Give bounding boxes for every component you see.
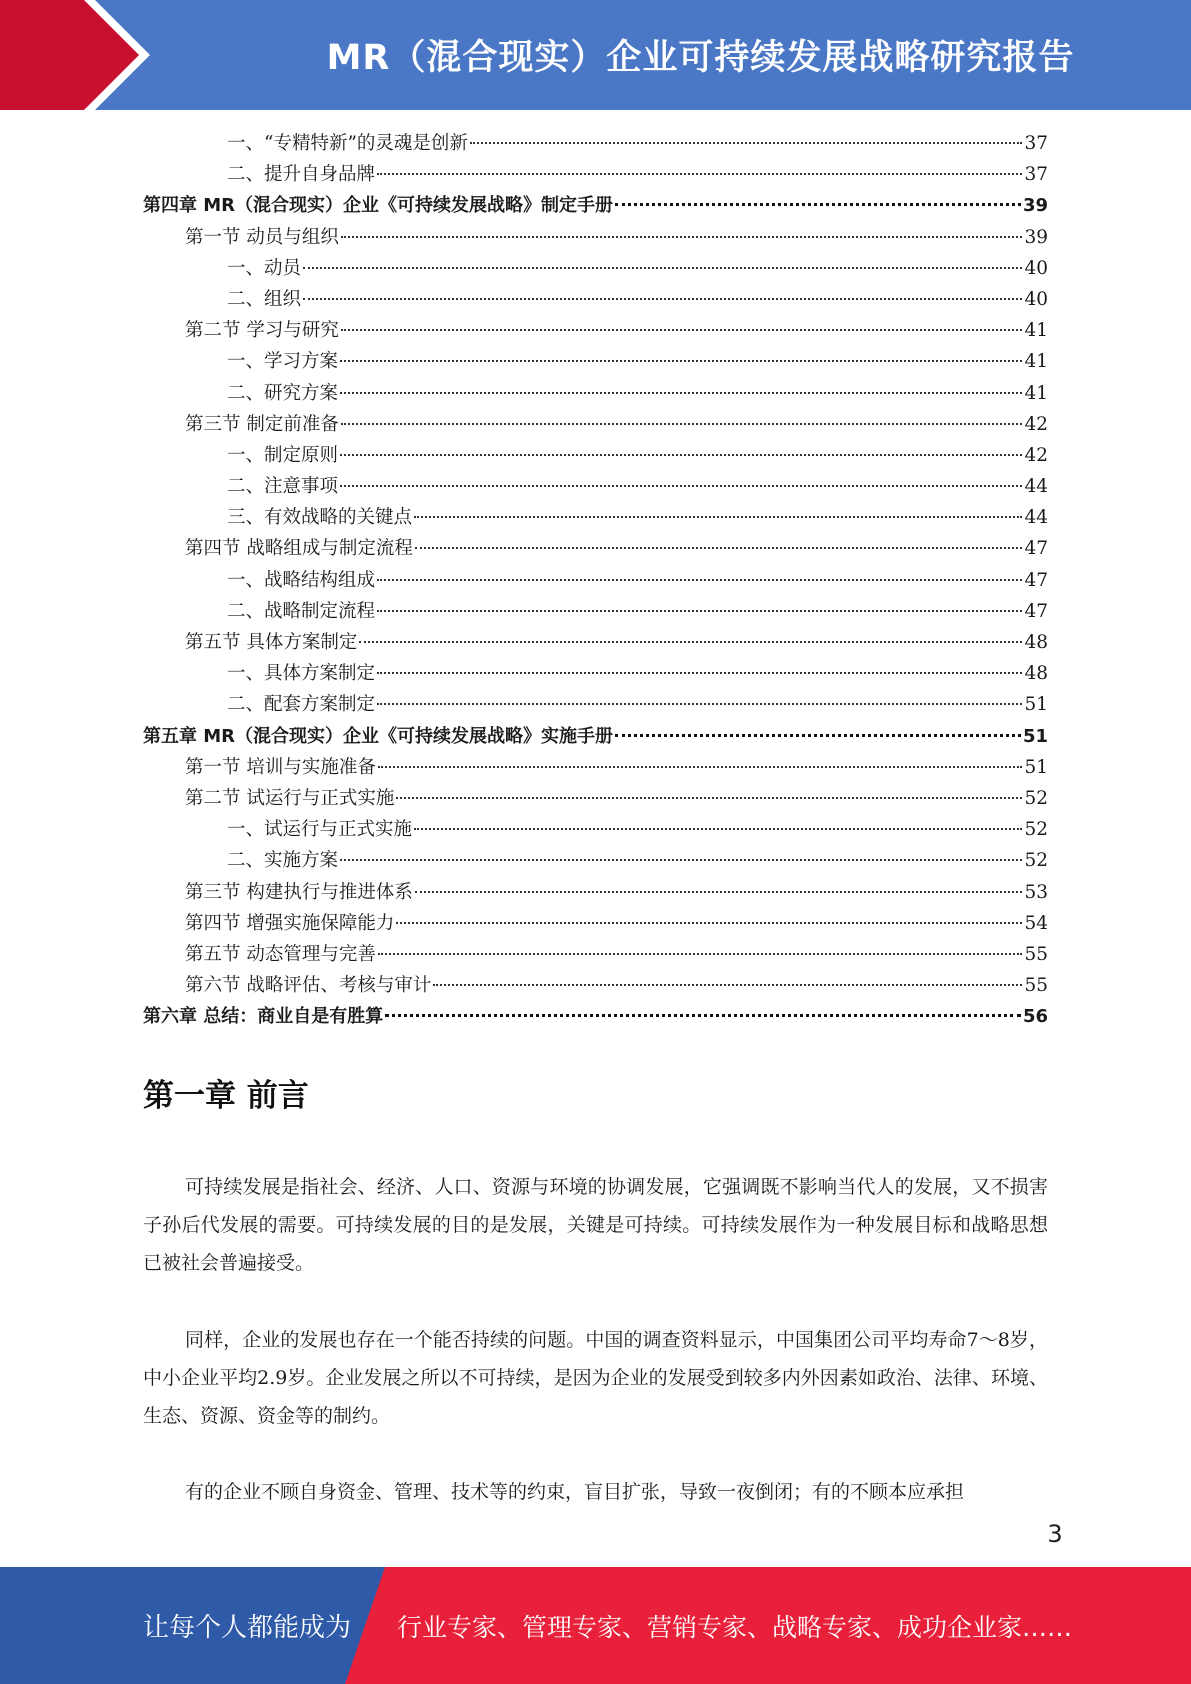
- toc-entry-page: 51: [1024, 756, 1048, 778]
- toc-entry-page: 47: [1024, 569, 1048, 591]
- toc-entry[interactable]: [143, 471, 1048, 502]
- toc-entry[interactable]: [143, 752, 1048, 783]
- toc-entry[interactable]: [143, 159, 1048, 190]
- toc-entry[interactable]: [143, 378, 1048, 409]
- toc-entry[interactable]: [143, 190, 1048, 221]
- toc-entry-page: 37: [1024, 133, 1048, 154]
- toc-entry[interactable]: [143, 409, 1048, 440]
- toc-entry-title: 第二节 试运行与正式实施: [185, 787, 395, 809]
- toc-dot-leader: [415, 890, 1023, 893]
- toc-dot-leader: [341, 235, 1023, 238]
- toc-entry[interactable]: [143, 689, 1048, 720]
- toc-dot-leader: [396, 796, 1022, 799]
- toc-entry-title: 第一节 培训与实施准备: [185, 756, 376, 778]
- toc-entry-title: 第四节 战略组成与制定流程: [185, 538, 413, 560]
- toc-entry-title: 第五章 MR（混合现实）企业《可持续发展战略》实施手册: [143, 725, 614, 747]
- toc-entry-page: 42: [1024, 413, 1048, 435]
- toc-entry-page: 51: [1024, 694, 1048, 716]
- toc-entry-page: 47: [1024, 600, 1048, 622]
- toc-entry[interactable]: [143, 627, 1048, 658]
- toc-entry-page: 44: [1024, 507, 1048, 529]
- toc-entry-title: 二、提升自身品牌: [227, 164, 376, 186]
- toc-entry-page: 52: [1024, 787, 1048, 809]
- toc-dot-leader: [415, 546, 1023, 549]
- footer-slogan-right: 行业专家、管理专家、营销专家、战略专家、成功企业家……: [397, 1612, 1073, 1642]
- toc-entry[interactable]: [143, 596, 1048, 627]
- toc-entry-title: 第五节 动态管理与完善: [185, 943, 376, 965]
- toc-dot-leader: [433, 983, 1022, 986]
- toc-entry[interactable]: [143, 565, 1048, 596]
- toc-entry-page: 41: [1024, 351, 1048, 373]
- toc-entry-title: 二、组织: [227, 288, 302, 310]
- toc-entry-page: 40: [1024, 257, 1048, 279]
- toc-entry-page: 51: [1022, 725, 1048, 747]
- toc-dot-leader: [396, 921, 1022, 924]
- toc-dot-leader: [385, 1013, 1021, 1017]
- toc-entry-page: 41: [1024, 382, 1048, 404]
- toc-entry-page: 53: [1024, 881, 1048, 903]
- toc-dot-leader: [377, 609, 1022, 612]
- toc-entry-page: 56: [1022, 1006, 1048, 1028]
- toc-entry-page: 55: [1024, 943, 1048, 965]
- toc-entry[interactable]: [143, 939, 1048, 970]
- toc-entry-title: 第一节 动员与组织: [185, 226, 339, 248]
- toc-entry[interactable]: [143, 877, 1048, 908]
- toc-entry-title: 二、配套方案制定: [227, 694, 376, 716]
- toc-entry[interactable]: [143, 1001, 1048, 1032]
- toc-entry-page: 40: [1024, 288, 1048, 310]
- toc-entry-title: 第二节 学习与研究: [185, 320, 339, 342]
- toc-dot-leader: [378, 765, 1023, 768]
- toc-entry-title: 第三节 构建执行与推进体系: [185, 881, 413, 903]
- paragraph: 有的企业不顾自身资金、管理、技术等的约束，盲目扩张，导致一夜倒闭；有的不顾本应承担: [185, 1481, 965, 1503]
- toc-entry-title: 二、战略制定流程: [227, 600, 376, 622]
- toc-entry-title: 一、具体方案制定: [227, 663, 376, 685]
- page-number: 3: [1047, 1520, 1063, 1548]
- toc-dot-leader: [340, 484, 1022, 487]
- page-header: [0, 0, 1191, 110]
- toc-dot-leader: [359, 640, 1022, 643]
- toc-dot-leader: [340, 858, 1022, 861]
- toc-entry-page: 47: [1024, 538, 1048, 560]
- toc-dot-leader: [303, 297, 1022, 300]
- toc-entry[interactable]: [143, 970, 1048, 1001]
- toc-dot-leader: [341, 422, 1023, 425]
- table-of-contents: [143, 128, 1048, 1032]
- toc-entry-page: 42: [1024, 444, 1048, 466]
- toc-entry[interactable]: [143, 814, 1048, 845]
- toc-entry[interactable]: [143, 658, 1048, 689]
- chapter-title: 第一章 前言: [143, 1078, 309, 1114]
- toc-dot-leader: [340, 359, 1022, 362]
- toc-entry[interactable]: [143, 533, 1048, 564]
- toc-entry-title: 第三节 制定前准备: [185, 413, 339, 435]
- toc-entry-page: 39: [1022, 195, 1048, 217]
- toc-entry-title: 第四节 增强实施保障能力: [185, 912, 395, 934]
- page-footer: [0, 1567, 1191, 1684]
- toc-entry[interactable]: [143, 783, 1048, 814]
- toc-entry-title: 一、学习方案: [227, 351, 339, 373]
- toc-dot-leader: [377, 578, 1022, 581]
- toc-entry-title: 三、有效战略的关键点: [227, 507, 413, 529]
- footer-slogan-left: 让每个人都能成为: [143, 1613, 352, 1643]
- toc-entry-page: 54: [1024, 912, 1048, 934]
- toc-dot-leader: [341, 328, 1023, 331]
- toc-entry-title: 第四章 MR（混合现实）企业《可持续发展战略》制定手册: [143, 195, 614, 217]
- toc-entry[interactable]: [143, 253, 1048, 284]
- toc-dot-leader: [378, 952, 1023, 955]
- toc-entry[interactable]: [143, 502, 1048, 533]
- toc-dot-leader: [414, 515, 1022, 518]
- toc-dot-leader: [377, 671, 1022, 674]
- toc-dot-leader: [615, 202, 1021, 206]
- toc-entry[interactable]: [143, 908, 1048, 939]
- toc-entry-page: 48: [1024, 632, 1048, 653]
- toc-entry[interactable]: [143, 128, 1048, 159]
- toc-entry-page: 55: [1024, 975, 1048, 997]
- toc-dot-leader: [377, 702, 1022, 705]
- toc-entry-title: 二、注意事项: [227, 476, 339, 498]
- paragraph: 同样，企业的发展也存在一个能否持续的问题。中国的调查资料显示，中国集团公司平均寿命7～8岁，中小企业平均2.9岁。企业发展之所以不可持续，是因为企业的发展受到较多内外因素如政治、法律、环境、生态、资源、资金等的制约。: [143, 1329, 1048, 1427]
- document-title: MR（混合现实）企业可持续发展战略研究报告: [326, 38, 1075, 78]
- toc-entry-page: 37: [1024, 164, 1048, 186]
- toc-entry-title: 二、研究方案: [227, 382, 339, 404]
- paragraph: 可持续发展是指社会、经济、人口、资源与环境的协调发展，它强调既不影响当代人的发展，又不损害子孙后代发展的需要。可持续发展的目的是发展，关键是可持续。可持续发展作为一种发展目标和战略思想已被社会普遍接受。: [143, 1176, 1048, 1274]
- toc-dot-leader: [377, 172, 1022, 175]
- toc-entry[interactable]: [143, 845, 1048, 876]
- toc-entry-title: 一、“专精特新”的灵魂是创新: [227, 133, 468, 154]
- toc-entry-page: 41: [1024, 320, 1048, 342]
- toc-entry-page: 48: [1024, 663, 1048, 685]
- toc-entry-title: 第六节 战略评估、考核与审计: [185, 975, 432, 997]
- toc-entry-page: 52: [1024, 819, 1048, 841]
- toc-dot-leader: [340, 453, 1022, 456]
- toc-entry-page: 52: [1024, 850, 1048, 872]
- toc-dot-leader: [340, 391, 1022, 394]
- toc-dot-leader: [615, 733, 1021, 737]
- toc-dot-leader: [303, 266, 1022, 269]
- header-arrow-red: [0, 0, 139, 110]
- toc-entry[interactable]: [143, 440, 1048, 471]
- toc-entry[interactable]: [143, 721, 1048, 752]
- toc-entry-title: 第五节 具体方案制定: [185, 632, 358, 653]
- toc-entry[interactable]: [143, 222, 1048, 253]
- toc-entry-page: 39: [1024, 226, 1048, 248]
- toc-entry[interactable]: [143, 315, 1048, 346]
- toc-entry-title: 一、战略结构组成: [227, 569, 376, 591]
- toc-dot-leader: [414, 827, 1022, 830]
- toc-entry[interactable]: [143, 284, 1048, 315]
- toc-entry-title: 一、动员: [227, 257, 302, 279]
- toc-entry-page: 44: [1024, 476, 1048, 498]
- toc-entry-title: 二、实施方案: [227, 850, 339, 872]
- toc-entry-title: 一、试运行与正式实施: [227, 819, 413, 841]
- toc-entry-title: 第六章 总结：商业自是有胜算: [143, 1006, 384, 1028]
- toc-entry-title: 一、制定原则: [227, 444, 339, 466]
- toc-dot-leader: [470, 141, 1023, 144]
- toc-entry[interactable]: [143, 346, 1048, 377]
